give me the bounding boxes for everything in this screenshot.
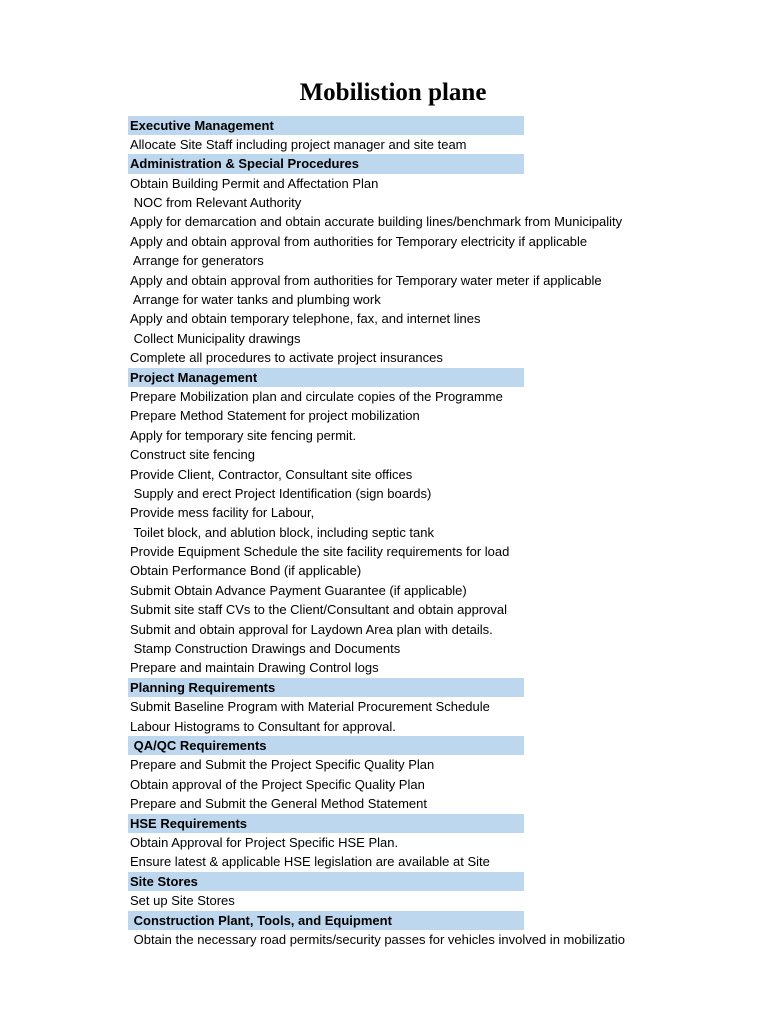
- table-row: Allocate Site Staff including project manager and site team: [130, 136, 467, 152]
- mobilization-table: [128, 116, 768, 950]
- section-header: QA/QC Requirements: [128, 736, 524, 755]
- section-header: Planning Requirements: [128, 678, 524, 697]
- table-row: Labour Histograms to Consultant for approval.: [130, 718, 396, 734]
- section-header: Project Management: [128, 368, 524, 387]
- table-row: Submit Obtain Advance Payment Guarantee (if applicable): [130, 582, 467, 598]
- table-row: Apply and obtain approval from authorities for Temporary water meter if applicable: [130, 272, 602, 288]
- table-row: Set up Site Stores: [130, 893, 235, 909]
- section-header: Executive Management: [128, 116, 524, 135]
- table-row: Complete all procedures to activate project insurances: [130, 350, 443, 366]
- table-row: Ensure latest & applicable HSE legislation are available at Site: [130, 854, 490, 870]
- table-row: Prepare and Submit the General Method Statement: [130, 796, 428, 812]
- table-row: Collect Municipality drawings: [130, 330, 301, 346]
- table-row: Submit site staff CVs to the Client/Consultant and obtain approval: [130, 602, 507, 618]
- table-row: Obtain Building Permit and Affectation Plan: [130, 175, 379, 191]
- table-row: Submit and obtain approval for Laydown Area plan with details.: [130, 621, 493, 637]
- table-row: Obtain the necessary road permits/security passes for vehicles involved in mobilizatio: [130, 931, 625, 947]
- table-row: Prepare and maintain Drawing Control logs: [130, 660, 379, 676]
- table-row: Apply and obtain temporary telephone, fax, and internet lines: [130, 311, 481, 327]
- table-row: Arrange for generators: [130, 253, 264, 269]
- section-header: Administration & Special Procedures: [128, 154, 524, 173]
- table-row: Prepare Method Statement for project mobilization: [130, 408, 420, 424]
- table-row: Toilet block, and ablution block, including septic tank: [130, 524, 435, 540]
- table-row: Construct site fencing: [130, 447, 256, 463]
- page-title: Mobilistion plane: [299, 79, 487, 106]
- table-row: Obtain Performance Bond (if applicable): [130, 563, 362, 579]
- table-row: Prepare and Submit the Project Specific Quality Plan: [130, 757, 435, 773]
- table-row: Apply for demarcation and obtain accurate building lines/benchmark from Municipality: [130, 214, 623, 230]
- table-row: Prepare Mobilization plan and circulate copies of the Programme: [130, 388, 503, 404]
- table-row: Apply for temporary site fencing permit.: [130, 427, 357, 443]
- section-header: HSE Requirements: [128, 814, 524, 833]
- table-row: Provide Client, Contractor, Consultant site offices: [130, 466, 413, 482]
- section-header: Construction Plant, Tools, and Equipment: [128, 911, 524, 930]
- section-header: Site Stores: [128, 872, 524, 891]
- table-row: NOC from Relevant Authority: [130, 195, 302, 211]
- table-row: Arrange for water tanks and plumbing work: [130, 292, 381, 308]
- table-row: Apply and obtain approval from authorities for Temporary electricity if applicable: [130, 233, 588, 249]
- table-row: Supply and erect Project Identification (sign boards): [130, 485, 432, 501]
- table-row: Stamp Construction Drawings and Documents: [130, 641, 401, 657]
- table-row: Obtain approval of the Project Specific Quality Plan: [130, 776, 425, 792]
- table-row: Provide Equipment Schedule the site facility requirements for load: [130, 544, 510, 560]
- table-row: Provide mess facility for Labour,: [130, 505, 315, 521]
- table-row: Obtain Approval for Project Specific HSE Plan.: [130, 834, 399, 850]
- table-row: Submit Baseline Program with Material Procurement Schedule: [130, 699, 490, 715]
